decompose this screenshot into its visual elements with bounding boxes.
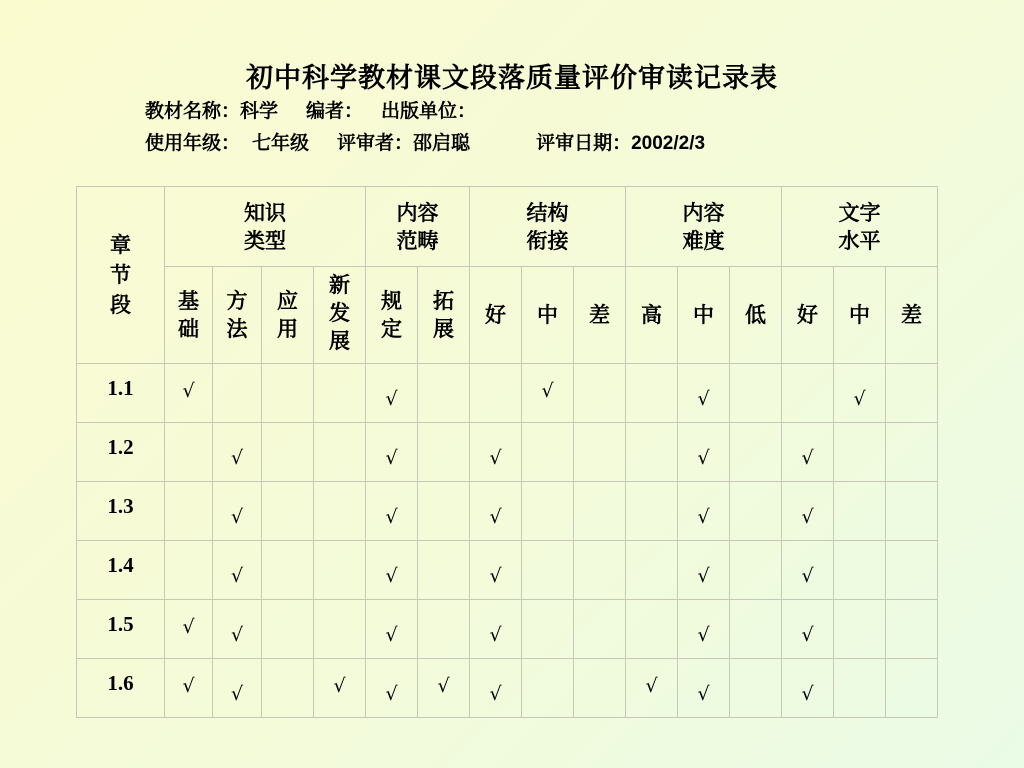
textbook-name-value: 科学 xyxy=(240,100,279,122)
cell xyxy=(262,659,314,718)
check-mark: √ xyxy=(385,388,398,410)
cell xyxy=(366,364,418,423)
subcolumn-header-1: 基 础 xyxy=(165,267,213,364)
table-row xyxy=(77,659,938,718)
check-mark: √ xyxy=(697,565,710,587)
cell xyxy=(165,482,213,541)
cell xyxy=(730,364,782,423)
cell xyxy=(213,600,262,659)
subcolumn-header-4: 新 发 展 xyxy=(314,267,366,364)
cell xyxy=(782,364,834,423)
cell xyxy=(213,423,262,482)
cell xyxy=(522,659,574,718)
subcolumn-header-15: 差 xyxy=(886,267,938,364)
cell xyxy=(470,600,522,659)
cell xyxy=(678,659,730,718)
cell xyxy=(470,482,522,541)
cell xyxy=(418,600,470,659)
cell xyxy=(886,659,938,718)
cell xyxy=(834,482,886,541)
row-header-cell: 章 节 段 xyxy=(77,187,165,364)
cell xyxy=(366,659,418,718)
cell xyxy=(730,423,782,482)
check-mark: √ xyxy=(230,565,244,587)
cell xyxy=(418,423,470,482)
check-mark: √ xyxy=(801,624,814,646)
group-header-1: 知识 类型 xyxy=(165,187,366,267)
subcolumn-header-13: 好 xyxy=(782,267,834,364)
check-mark: √ xyxy=(489,683,502,705)
cell xyxy=(262,482,314,541)
cell xyxy=(626,423,678,482)
check-mark: √ xyxy=(645,675,658,697)
cell xyxy=(418,659,470,718)
cell xyxy=(782,600,834,659)
check-mark: √ xyxy=(489,624,502,646)
cell xyxy=(366,482,418,541)
textbook-name-label: 教材名称： xyxy=(145,100,241,122)
cell xyxy=(314,423,366,482)
cell xyxy=(213,541,262,600)
subcolumn-header-3: 应 用 xyxy=(262,267,314,364)
subcolumn-header-6: 拓 展 xyxy=(418,267,470,364)
cell xyxy=(522,364,574,423)
cell xyxy=(574,364,626,423)
reviewer-value: 邵启聪 xyxy=(413,132,471,154)
cell xyxy=(366,541,418,600)
check-mark: √ xyxy=(541,380,554,402)
subcolumn-header-10: 高 xyxy=(626,267,678,364)
grade-label: 使用年级： xyxy=(145,132,241,154)
cell xyxy=(314,541,366,600)
table-row xyxy=(77,364,938,423)
check-mark: √ xyxy=(385,683,398,705)
cell xyxy=(678,600,730,659)
cell xyxy=(626,364,678,423)
cell xyxy=(470,541,522,600)
check-mark: √ xyxy=(230,447,244,469)
cell xyxy=(165,364,213,423)
subcolumn-header-row xyxy=(77,267,938,364)
check-mark: √ xyxy=(697,447,710,469)
check-mark: √ xyxy=(489,565,502,587)
cell xyxy=(574,659,626,718)
cell xyxy=(366,600,418,659)
subcolumn-header-11: 中 xyxy=(678,267,730,364)
check-mark: √ xyxy=(697,683,710,705)
editor-label: 编者： xyxy=(306,100,364,122)
cell xyxy=(262,423,314,482)
cell xyxy=(678,541,730,600)
cell xyxy=(678,423,730,482)
table-row xyxy=(77,423,938,482)
cell xyxy=(418,364,470,423)
cell xyxy=(730,541,782,600)
cell xyxy=(470,659,522,718)
reviewer-label: 评审者： xyxy=(337,132,414,154)
table-row xyxy=(77,482,938,541)
cell xyxy=(678,364,730,423)
check-mark: √ xyxy=(385,447,398,469)
check-mark: √ xyxy=(489,447,502,469)
cell xyxy=(262,541,314,600)
cell xyxy=(522,600,574,659)
cell xyxy=(574,541,626,600)
cell xyxy=(834,364,886,423)
row-label: 1.4 xyxy=(77,541,165,600)
row-label: 1.3 xyxy=(77,482,165,541)
cell xyxy=(522,423,574,482)
cell xyxy=(886,600,938,659)
check-mark: √ xyxy=(489,506,502,528)
cell xyxy=(834,423,886,482)
cell xyxy=(782,482,834,541)
cell xyxy=(165,541,213,600)
table-row xyxy=(77,541,938,600)
cell xyxy=(730,659,782,718)
cell xyxy=(262,600,314,659)
group-header-3: 结构 衔接 xyxy=(470,187,626,267)
review-date-label: 评审日期： xyxy=(536,132,632,154)
check-mark: √ xyxy=(385,565,398,587)
cell xyxy=(418,482,470,541)
cell xyxy=(834,600,886,659)
cell xyxy=(470,364,522,423)
publisher-label: 出版单位： xyxy=(381,100,477,122)
check-mark: √ xyxy=(853,388,866,410)
check-mark: √ xyxy=(697,506,710,528)
check-mark: √ xyxy=(801,447,814,469)
cell xyxy=(213,659,262,718)
group-header-4: 内容 难度 xyxy=(626,187,782,267)
cell xyxy=(626,600,678,659)
group-header-5: 文字 水平 xyxy=(782,187,938,267)
check-mark: √ xyxy=(182,616,195,638)
cell xyxy=(886,364,938,423)
cell xyxy=(574,600,626,659)
cell xyxy=(165,423,213,482)
check-mark: √ xyxy=(230,683,244,705)
cell xyxy=(886,423,938,482)
cell xyxy=(886,541,938,600)
subcolumn-header-2: 方 法 xyxy=(213,267,262,364)
row-label: 1.1 xyxy=(77,364,165,423)
subcolumn-header-9: 差 xyxy=(574,267,626,364)
cell xyxy=(834,659,886,718)
row-label: 1.2 xyxy=(77,423,165,482)
cell xyxy=(522,482,574,541)
review-date-value: 2002/2/3 xyxy=(631,133,706,154)
cell xyxy=(782,541,834,600)
cell xyxy=(834,541,886,600)
check-mark: √ xyxy=(230,506,244,528)
review-table xyxy=(76,186,938,718)
check-mark: √ xyxy=(230,624,244,646)
subcolumn-header-5: 规 定 xyxy=(366,267,418,364)
check-mark: √ xyxy=(697,624,710,646)
subcolumn-header-7: 好 xyxy=(470,267,522,364)
cell xyxy=(314,659,366,718)
cell xyxy=(730,600,782,659)
page-title: 初中科学教材课文段落质量评价审读记录表 xyxy=(246,63,778,94)
table-row xyxy=(77,600,938,659)
row-label: 1.6 xyxy=(77,659,165,718)
cell xyxy=(262,364,314,423)
row-label: 1.5 xyxy=(77,600,165,659)
cell xyxy=(626,541,678,600)
cell xyxy=(782,423,834,482)
check-mark: √ xyxy=(801,683,814,705)
cell xyxy=(165,659,213,718)
cell xyxy=(626,659,678,718)
meta-line-2 xyxy=(145,128,705,155)
check-mark: √ xyxy=(801,506,814,528)
cell xyxy=(418,541,470,600)
check-mark: √ xyxy=(385,506,398,528)
check-mark: √ xyxy=(437,675,450,697)
cell xyxy=(782,659,834,718)
cell xyxy=(213,482,262,541)
cell xyxy=(314,482,366,541)
cell xyxy=(574,423,626,482)
check-mark: √ xyxy=(182,380,195,402)
cell xyxy=(886,482,938,541)
subcolumn-header-14: 中 xyxy=(834,267,886,364)
cell xyxy=(574,482,626,541)
subcolumn-header-8: 中 xyxy=(522,267,574,364)
group-header-2: 内容 范畴 xyxy=(366,187,470,267)
check-mark: √ xyxy=(333,675,346,697)
cell xyxy=(678,482,730,541)
cell xyxy=(165,600,213,659)
check-mark: √ xyxy=(385,624,398,646)
cell xyxy=(522,541,574,600)
cell xyxy=(314,600,366,659)
cell xyxy=(730,482,782,541)
cell xyxy=(213,364,262,423)
meta-line-1 xyxy=(145,96,476,123)
subcolumn-header-12: 低 xyxy=(730,267,782,364)
cell xyxy=(314,364,366,423)
grade-value: 七年级 xyxy=(252,132,310,154)
cell xyxy=(366,423,418,482)
cell xyxy=(470,423,522,482)
cell xyxy=(626,482,678,541)
check-mark: √ xyxy=(801,565,814,587)
group-header-row xyxy=(77,187,938,267)
check-mark: √ xyxy=(182,675,195,697)
check-mark: √ xyxy=(697,388,710,410)
